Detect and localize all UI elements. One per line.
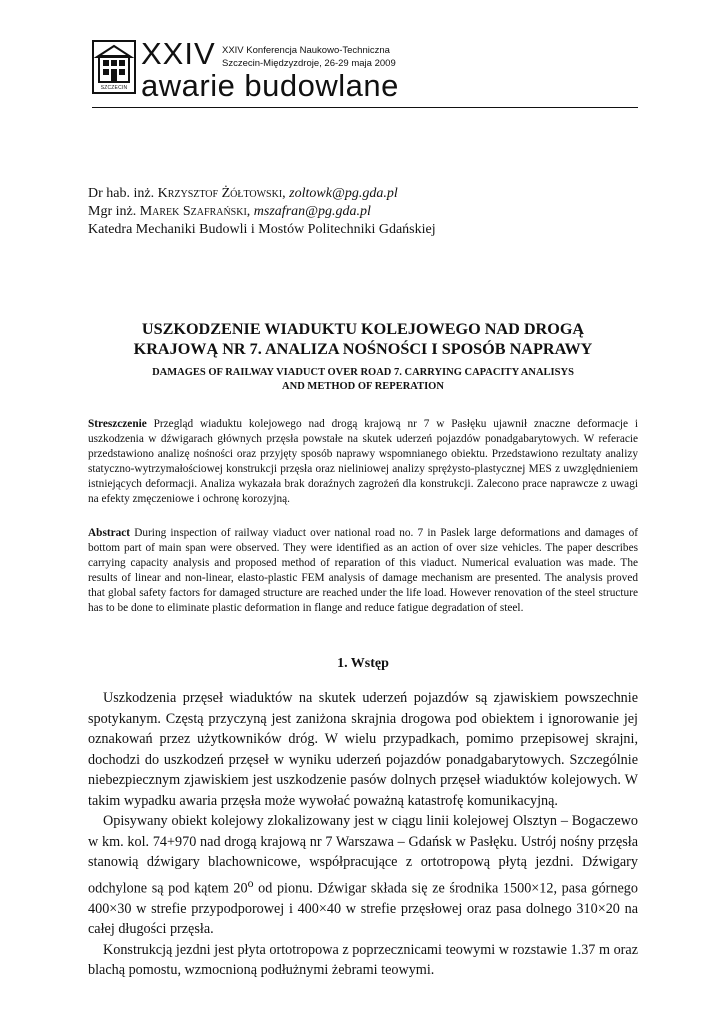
author-2-email[interactable]: mszafran@pg.gda.pl [253, 204, 371, 219]
title-pl-line1: USZKODZENIE WIADUKTU KOLEJOWEGO NAD DROGĄ [141, 320, 585, 338]
conference-number: XXIV [141, 36, 216, 71]
section-body [88, 688, 638, 981]
conference-logo [92, 40, 136, 94]
affiliation: Katedra Mechaniki Budowli i Mostów Politechniki Gdańskiej [88, 222, 436, 237]
author-1-email[interactable]: zoltowk@pg.gda.pl [289, 186, 398, 201]
logo-caption: SZCZECIN [100, 85, 128, 91]
conference-info-line1: XXIV Konferencja Naukowo-Techniczna [222, 45, 390, 56]
abstract-en-label: Abstract [88, 527, 131, 539]
degree-superscript: o [247, 875, 254, 890]
section-heading: 1. Wstęp [337, 656, 389, 671]
title-en-line2: AND METHOD OF REPERATION [282, 381, 444, 392]
author-2-name: Marek Szafrański [139, 204, 247, 219]
paper-title-polish [88, 319, 638, 359]
paragraph-3: Konstrukcją jezdni jest płyta ortotropowa z poprzecznicami teowymi w rozstawie 1.37 m oraz blachą pomostu, wzmocnioną podłużnymi żebrami teowymi. [88, 941, 638, 979]
author-2: Mgr inż. Marek Szafrański, mszafran@pg.gda.pl [88, 204, 371, 219]
author-1-degree: Dr hab. inż. [88, 186, 158, 201]
paragraph-1: Uszkodzenia przęseł wiaduktów na skutek uderzeń pojazdów są zjawiskiem powszechnie spotykanym. Częstą przyczyną jest zaniżona skrajnia drogowa pod obiektem i ignorowanie jej oznakowań przez użytkowników dróg. W wielu przypadkach, pomimo przepisowej skrajni, dochodzi do uszkodzeń przęseł w wyniku uderzeń pojazdów ponadgabarytowych. Szczególnie niebezpiecznym zjawiskiem jest uszkodzenie pasów dolnych przęseł wiaduktów kolejowych. W takim wypadku awaria przęsła może wywołać poważną katastrofę komunikacyjną. [88, 690, 638, 809]
title-en-line1: DAMAGES OF RAILWAY VIADUCT OVER ROAD 7. CARRYING CAPACITY ANALISYS [152, 367, 574, 378]
header-divider [92, 107, 638, 108]
title-pl-line2: KRAJOWĄ NR 7. ANALIZA NOŚNOŚCI I SPOSÓB NAPRAWY [133, 340, 593, 358]
abstract-pl-text: Przegląd wiaduktu kolejowego nad drogą krajową nr 7 w Pasłęku ujawnił znaczne deformacje i uszkodzenia w dźwigarach głównych przęsła powstałe na skutek uderzeń pojazdów ponadgabarytowych. W referacie przedstawiono analizę nośności oraz przyjęty sposób naprawy wspomnianego obiektu. Przedstawiono rezultaty analizy statyczno-wytrzymałościowej konstrukcji przęsła oraz nieliniowej analizy sprężysto-plastycznej MES z uwzględnieniem istniejących deformacji. Analiza wykazała brak doraźnych zagrożeń dla konstrukcji. Zalecono prace naprawcze z uwagi na efekty zmęczeniowe i ochronę korozyjną. [88, 418, 638, 505]
abstract-polish [88, 417, 638, 507]
conference-info [222, 44, 396, 70]
paragraph-2-part-b: od pionu. Dźwigar składa się ze środnika 1500×12, pasa górnego 400×30 w strefie przypodporowej i 400×40 w strefie przęsłowej oraz pasa dolnego 310×20 na całej długości przęsła. [88, 880, 638, 938]
abstract-english [88, 526, 638, 616]
abstract-en-text: During inspection of railway viaduct over national road no. 7 in Paslek large deformations and damages of bottom part of main span were observed. They were identified as an action of over size vehicles. The paper describes carrying capacity analysis and proposed method of reparation of this viaduct. Numerical evaluation was made. The results of linear and non-linear, elasto-plastic FEM analysis of damage mechanism are presented. The analysis proved that global safety factors for damaged structure are reached under the life load. However renovation of the steel structure has to be done to eliminate plastic deformation in flange and reduce fatigue degradation of steel. [88, 527, 638, 614]
author-1-name: Krzysztof Żółtowski [157, 186, 283, 201]
paragraph-2 [88, 811, 638, 940]
abstract-pl-label: Streszczenie [88, 418, 147, 430]
author-2-degree: Mgr inż. [88, 204, 140, 219]
author-block [88, 185, 436, 239]
paragraph-2-part-a: Opisywany obiekt kolejowy zlokalizowany jest w ciągu linii kolejowej Olsztyn – Bogaczewo w km. kol. 74+970 nad drogą krajową nr 7 Warszawa – Gdańsk w Pasłęku. Ustrój nośny przęsła stanowią dźwigary blachownicowe, współpracujące z ortotropową płytą jezdni. Dźwigary odchylone są pod kątem 20 [88, 813, 638, 897]
conference-name: awarie budowlane [141, 68, 399, 103]
paper-title-english [88, 366, 638, 394]
conference-info-line2: Szczecin-Międzyzdroje, 26-29 maja 2009 [222, 58, 396, 69]
author-1: Dr hab. inż. Krzysztof Żółtowski, zoltowk@pg.gda.pl [88, 186, 398, 201]
